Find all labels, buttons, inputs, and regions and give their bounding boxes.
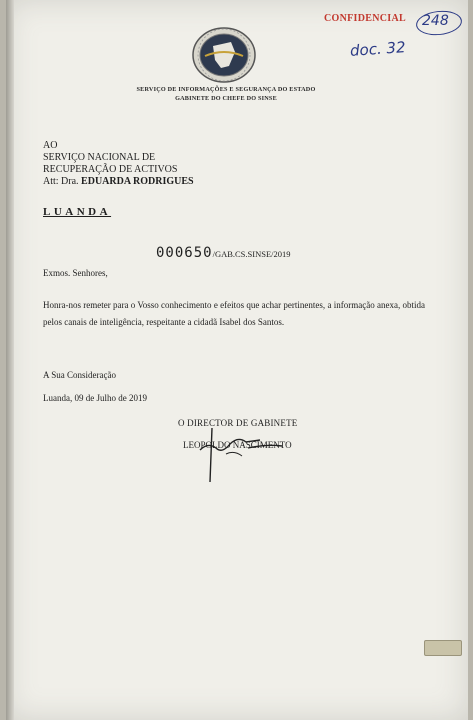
reference-number [156, 244, 291, 262]
confidential-stamp: CONFIDENCIAL [324, 13, 406, 24]
handwritten-signature [186, 420, 306, 490]
city-heading: LUANDA [43, 206, 112, 218]
agency-name: SERVIÇO DE INFORMAÇÕES E SEGURANÇA DO ESTADO [136, 86, 316, 93]
addressee-to: AO [43, 140, 58, 151]
reference-serial: 000650 [156, 245, 213, 261]
agency-office: GABINETE DO CHEFE DO SINSE [175, 95, 277, 102]
addressee-line1: SERVIÇO NACIONAL DE [43, 152, 156, 163]
addressee-block [43, 140, 194, 188]
attention-prefix: Att: Dra. [43, 176, 79, 187]
date-line: Luanda, 09 de Julho de 2019 [43, 393, 147, 403]
document-page [6, 0, 468, 720]
binder-edge [6, 0, 14, 720]
body-paragraph: Honra-nos remeter para o Vosso conhecimento e efeitos que achar pertinentes, a informação anexa, obtida pelos canais de inteligência, respeitante a cidadã Isabel dos Santos. [43, 300, 425, 327]
handwritten-page-number: 248 [422, 13, 449, 29]
greeting: Exmos. Senhores, [43, 268, 108, 278]
agency-header [96, 85, 356, 103]
closing-line: A Sua Consideração [43, 370, 116, 380]
attention-name: EDUARDA RODRIGUES [81, 176, 194, 187]
addressee-attention [43, 176, 194, 188]
binder-tab [424, 640, 462, 656]
handwritten-doc-note: doc. 32 [349, 38, 407, 60]
addressee-line2: RECUPERAÇÃO DE ACTIVOS [43, 164, 178, 175]
reference-suffix: /GAB.CS.SINSE/2019 [212, 249, 291, 259]
signatory-name: LEOPOLDO NASCIMENTO [183, 440, 292, 450]
signatory-title: O DIRECTOR DE GABINETE [178, 418, 298, 428]
agency-seal-icon [191, 26, 257, 84]
